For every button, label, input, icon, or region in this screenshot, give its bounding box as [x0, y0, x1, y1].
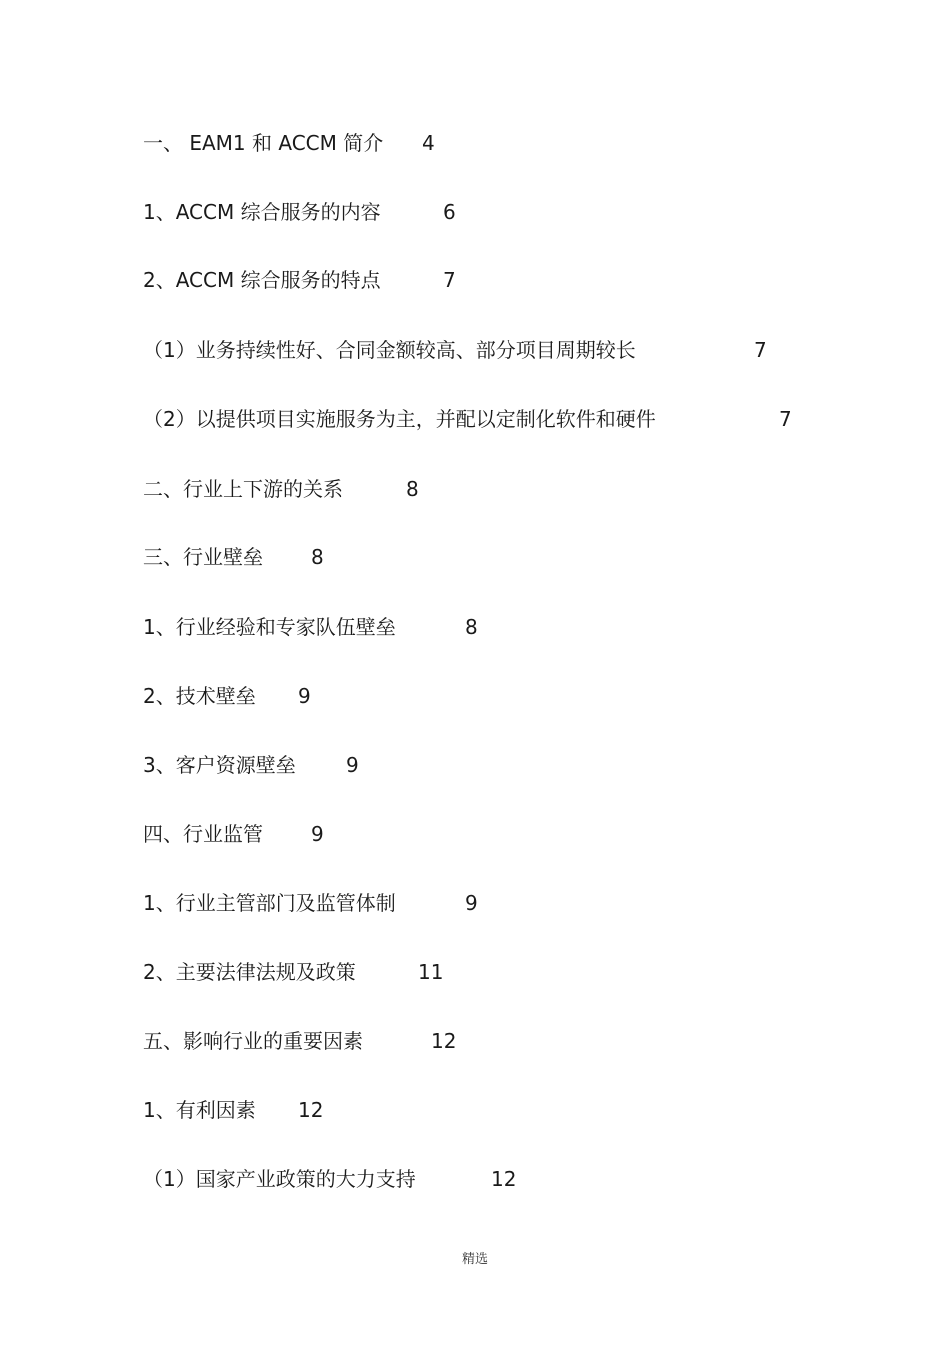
- toc-entry-page: 12: [298, 1098, 324, 1122]
- toc-entry-page: 8: [465, 615, 478, 639]
- toc-entry-title: 2、主要法律法规及政策: [143, 960, 356, 984]
- toc-entry-title: 1、行业经验和专家队伍壁垒: [143, 615, 396, 639]
- toc-entry-title: 四、行业监管: [143, 822, 263, 846]
- toc-entry-title: 三、行业壁垒: [143, 545, 263, 569]
- toc-entry-page: 9: [298, 684, 311, 708]
- toc-entry-title: 一、 EAM1 和 ACCM 简介: [143, 131, 384, 155]
- toc-entry-title: 1、行业主管部门及监管体制: [143, 891, 396, 915]
- toc-entry-page: 9: [346, 753, 359, 777]
- toc-entry-title: 1、ACCM 综合服务的内容: [143, 200, 381, 224]
- toc-entry-title: （1）国家产业政策的大力支持: [143, 1167, 416, 1191]
- toc-entry-page: 9: [465, 891, 478, 915]
- toc-entry-title: （2）以提供项目实施服务为主，并配以定制化软件和硬件: [143, 407, 656, 431]
- toc-entry-page: 8: [406, 477, 419, 501]
- toc-entry-title: 3、客户资源壁垒: [143, 753, 296, 777]
- toc-entry-page: 8: [311, 545, 324, 569]
- toc-entry-page: 11: [418, 960, 444, 984]
- toc-entry-title: 1、有利因素: [143, 1098, 256, 1122]
- toc-entry-page: 9: [311, 822, 324, 846]
- toc-entry-page: 7: [754, 338, 767, 362]
- toc-entry-title: 五、影响行业的重要因素: [143, 1029, 363, 1053]
- toc-entry-page: 12: [431, 1029, 457, 1053]
- toc-entry-page: 6: [443, 200, 456, 224]
- toc-entry-title: （1）业务持续性好、合同金额较高、部分项目周期较长: [143, 338, 636, 362]
- page-footer: 精选: [461, 1252, 488, 1267]
- toc-entry-page: 7: [443, 268, 456, 292]
- toc-entry-title: 2、ACCM 综合服务的特点: [143, 268, 381, 292]
- toc-entry-page: 12: [491, 1167, 517, 1191]
- toc-entry-page: 7: [779, 407, 792, 431]
- toc-entry-title: 2、技术壁垒: [143, 684, 256, 708]
- toc-entry-title: 二、行业上下游的关系: [143, 477, 343, 501]
- toc-entry-page: 4: [422, 131, 435, 155]
